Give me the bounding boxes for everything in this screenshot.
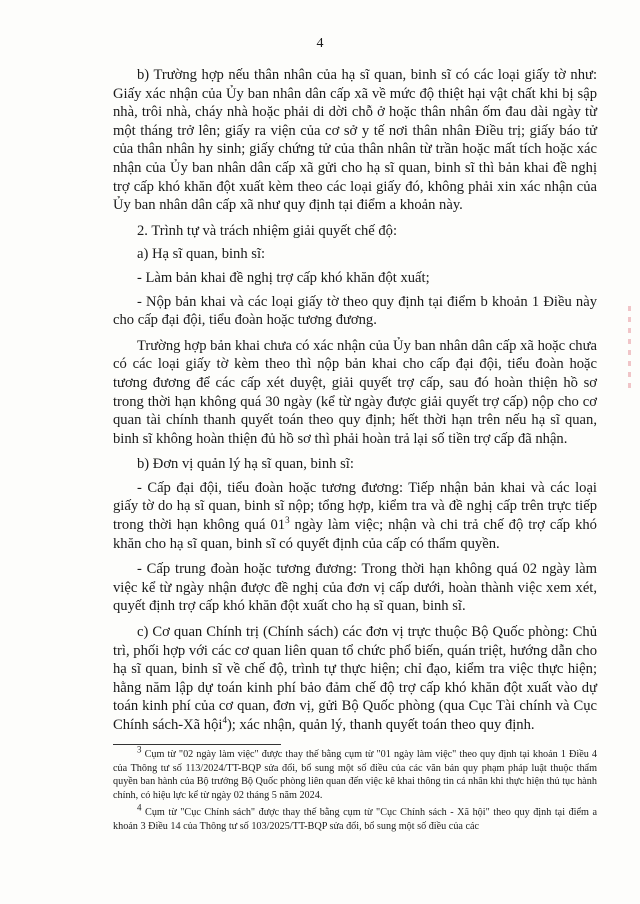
footnote-3 (113, 744, 597, 802)
red-seal-edge-mark (626, 300, 634, 420)
item-regiment-level: - Cấp trung đoàn hoặc tương đương: Trong thời hạn không quá 02 ngày làm việc kể từ ngày nhận được đề nghị của đơn vị cấp dưới, hoàn thành việc xem xét, quyết định trợ cấp khó khăn đột xuất cho hạ sĩ quan, binh sĩ. (113, 561, 597, 615)
footnote-mark-4: 4 (137, 802, 142, 813)
paragraph-c-political-agency (113, 623, 597, 735)
footnotes (113, 744, 597, 838)
paragraph-1b-documents: b) Trường hợp nếu thân nhân của hạ sĩ quan, binh sĩ có các loại giấy tờ như: Giấy xác nhận của Ủy ban nhân dân cấp xã về mức độ thiệt hại vật chất khi bị sập nhà, trôi nhà, cháy nhà hoặc phải di dời chỗ ở hoặc thân nhân ốm đau dài ngày từ một tháng trở lên; giấy ra viện của cơ sở y tế nơi thân nhân Điều trị; giấy báo tử của thân nhân hy sinh; giấy chứng tử của thân nhân từ trần hoặc mất tích hoặc xác nhận của Ủy ban nhân dân cấp xã gửi cho hạ sĩ quan, binh sĩ thì bản khai đề nghị trợ cấp khó khăn đột xuất kèm theo các loại giấy đó, không phải xin xác nhận của Ủy ban nhân dân cấp xã như quy định tại điểm a khoản này. (113, 67, 597, 214)
political-agency-text: c) Cơ quan Chính trị (Chính sách) các đơn vị trực thuộc Bộ Quốc phòng: Chủ trì, phối hợp với các cơ quan liên quan tổ chức phổ biến, quán triệt, hướng dẫn cho hạ sĩ quan, binh sĩ về chế độ, trình tự thực hiện; chỉ đạo, kiểm tra việc thực hiện; hằng năm lập dự toán kinh phí bảo đảm chế độ trợ cấp khó khăn đột xuất vào dự toán kinh phí của cơ quan, đơn vị, gửi Bộ Quốc phòng (qua Cục Tài chính và Cục Chính sách-Xã hội (113, 624, 597, 733)
item-make-declaration: - Làm bản khai đề nghị trợ cấp khó khăn đột xuất; (137, 269, 430, 286)
subheading-b-units: b) Đơn vị quản lý hạ sĩ quan, binh sĩ: (137, 456, 354, 473)
footnote-ref-4[interactable]: 4 (222, 715, 227, 726)
footnote-ref-3[interactable]: 3 (285, 515, 290, 526)
footnote-mark-3: 3 (137, 744, 142, 755)
heading-procedure: 2. Trình tự và trách nhiệm giải quyết chế độ: (137, 222, 398, 239)
company-level-text: - Cấp đại đội, tiểu đoàn hoặc tương đương: Tiếp nhận bản khai và các loại giấy tờ do hạ sĩ quan, binh sĩ nộp; tổng hợp, kiểm tra và đề nghị cấp trên trực tiếp trong thời hạn không quá 01 (113, 479, 597, 534)
footnote-3-text: Cụm từ "02 ngày làm việc" được thay thế bằng cụm từ "01 ngày làm việc" theo quy định tại khoản 1 Điều 4 của Thông tư số 113/2024/TT-BQP sửa đổi, bổ sung một số điều của các văn bản quy phạm pháp luật thuộc thẩm quyền ban hành của Bộ trưởng Bộ Quốc phòng liên quan đến việc kê khai thông tin cá nhân khi thực hiện thủ tục hành chính, có hiệu lực kể từ ngày 02 tháng 5 năm 2024. (113, 749, 597, 801)
subheading-a-soldiers: a) Hạ sĩ quan, binh sĩ: (137, 246, 266, 263)
footnote-4 (113, 802, 597, 833)
paragraph-incomplete-case: Trường hợp bản khai chưa có xác nhận của Ủy ban nhân dân cấp xã hoặc chưa có các loại giấy tờ kèm theo thì nộp bản khai cho cấp đại đội, tiểu đoàn hoặc tương đương để các cấp xét duyệt, giải quyết trợ cấp, sau đó hoàn thiện hồ sơ trong thời hạn không quá 30 ngày (kể từ ngày được giải quyết trợ cấp) nộp cho cơ quan tài chính thanh quyết toán theo quy định; hết thời hạn trên nếu hạ sĩ quan, binh sĩ không hoàn thiện đủ hồ sơ thì phải hoàn trả lại số tiền trợ cấp đã nhận. (113, 337, 597, 447)
document-body (113, 66, 597, 742)
footnote-4-text: Cụm từ "Cục Chính sách" được thay thế bằng cụm từ "Cục Chính sách - Xã hội" theo quy định tại điểm a khoản 3 Điều 14 của Thông tư số 103/2025/TT-BQP sửa đổi, bổ sung một số điều của các (113, 807, 597, 832)
page-number: 4 (316, 36, 324, 51)
item-submit-declaration: - Nộp bản khai và các loại giấy tờ theo quy định tại điểm b khoản 1 Điều này cho cấp đại đội, tiểu đoàn hoặc tương đương. (113, 293, 597, 329)
item-company-level (113, 479, 597, 553)
political-agency-text-cont: ); xác nhận, quản lý, thanh quyết toán theo quy định. (226, 717, 535, 733)
company-level-text-cont: ngày làm việc; nhận và chi trả chế độ trợ cấp khó khăn cho hạ sĩ quan, binh sĩ có quyết định của cấp có thẩm quyền. (113, 517, 597, 552)
